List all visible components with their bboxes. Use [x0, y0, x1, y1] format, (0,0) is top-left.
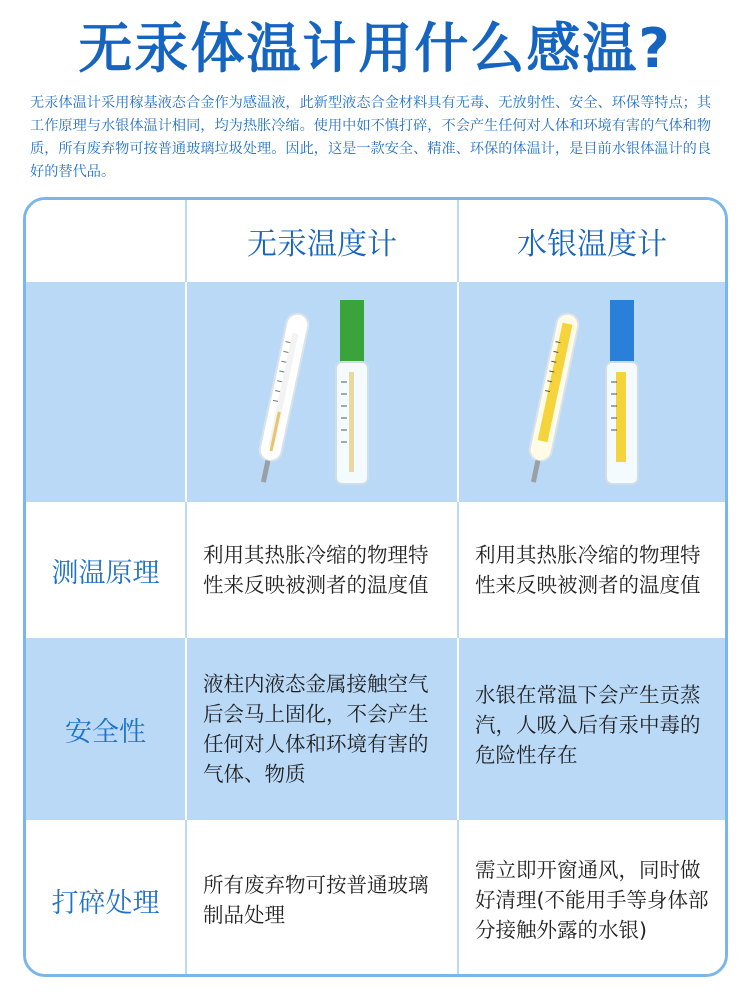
- mercury-free-thermometer-image: [185, 282, 457, 502]
- row-label-cell: [26, 502, 185, 638]
- header-empty-cell: [26, 200, 185, 282]
- table-row: [26, 502, 725, 638]
- row-label: 打碎处理: [51, 887, 160, 919]
- header-mercury: 水银温度计: [457, 200, 725, 282]
- page-title: 无汞体温计用什么感温?: [78, 17, 672, 80]
- blue-thermometer-icon: [492, 292, 692, 492]
- mercury-free-cell: [185, 638, 457, 820]
- mercury-text: 需立即开窗通风，同时做好清理(不能用手等身体部分接触外露的水银): [475, 858, 709, 942]
- row-label-cell: [26, 820, 185, 977]
- mercury-thermometer-image: [457, 282, 725, 502]
- mercury-free-cell: [185, 820, 457, 977]
- mercury-free-text: 液柱内液态金属接触空气后会马上固化，不会产生任何对人体和环境有害的气体、物质: [203, 672, 429, 786]
- row-label: 测温原理: [51, 557, 160, 589]
- table-row: [26, 638, 725, 820]
- mercury-free-cell: [185, 502, 457, 638]
- image-row: [26, 282, 725, 502]
- table-header-row: [26, 200, 725, 282]
- mercury-free-text: 所有废弃物可按普通玻璃制品处理: [203, 873, 429, 927]
- mercury-text: 水银在常温下会产生贡蒸汽，人吸入后有汞中毒的危险性存在: [475, 683, 701, 767]
- green-thermometer-icon: [222, 292, 422, 492]
- table-row: [26, 820, 725, 977]
- mercury-cell: [457, 638, 725, 820]
- image-empty-cell: [26, 282, 185, 502]
- comparison-table: [23, 197, 728, 977]
- mercury-free-text: 利用其热胀冷缩的物理特性来反映被测者的温度值: [203, 543, 429, 597]
- mercury-cell: [457, 820, 725, 977]
- header-mercury-free: 无汞温度计: [185, 200, 457, 282]
- mercury-cell: [457, 502, 725, 638]
- intro-paragraph: 无汞体温计采用稼基液态合金作为感温液，此新型液态合金材料具有无毒、无放射性、安全、环保等特点；其工作原理与水银体温计相同，均为热胀冷缩。使用中如不慎打碎，不会产生任何对人体和环境有害的气体和物质，所有废弃物可按普通玻璃垃圾处理。因此，这是一款安全、精准、环保的体温计，是目前水银体温计的良好的替代品。: [30, 95, 712, 180]
- row-label: 安全性: [65, 716, 146, 748]
- row-label-cell: [26, 638, 185, 820]
- mercury-text: 利用其热胀冷缩的物理特性来反映被测者的温度值: [475, 543, 701, 597]
